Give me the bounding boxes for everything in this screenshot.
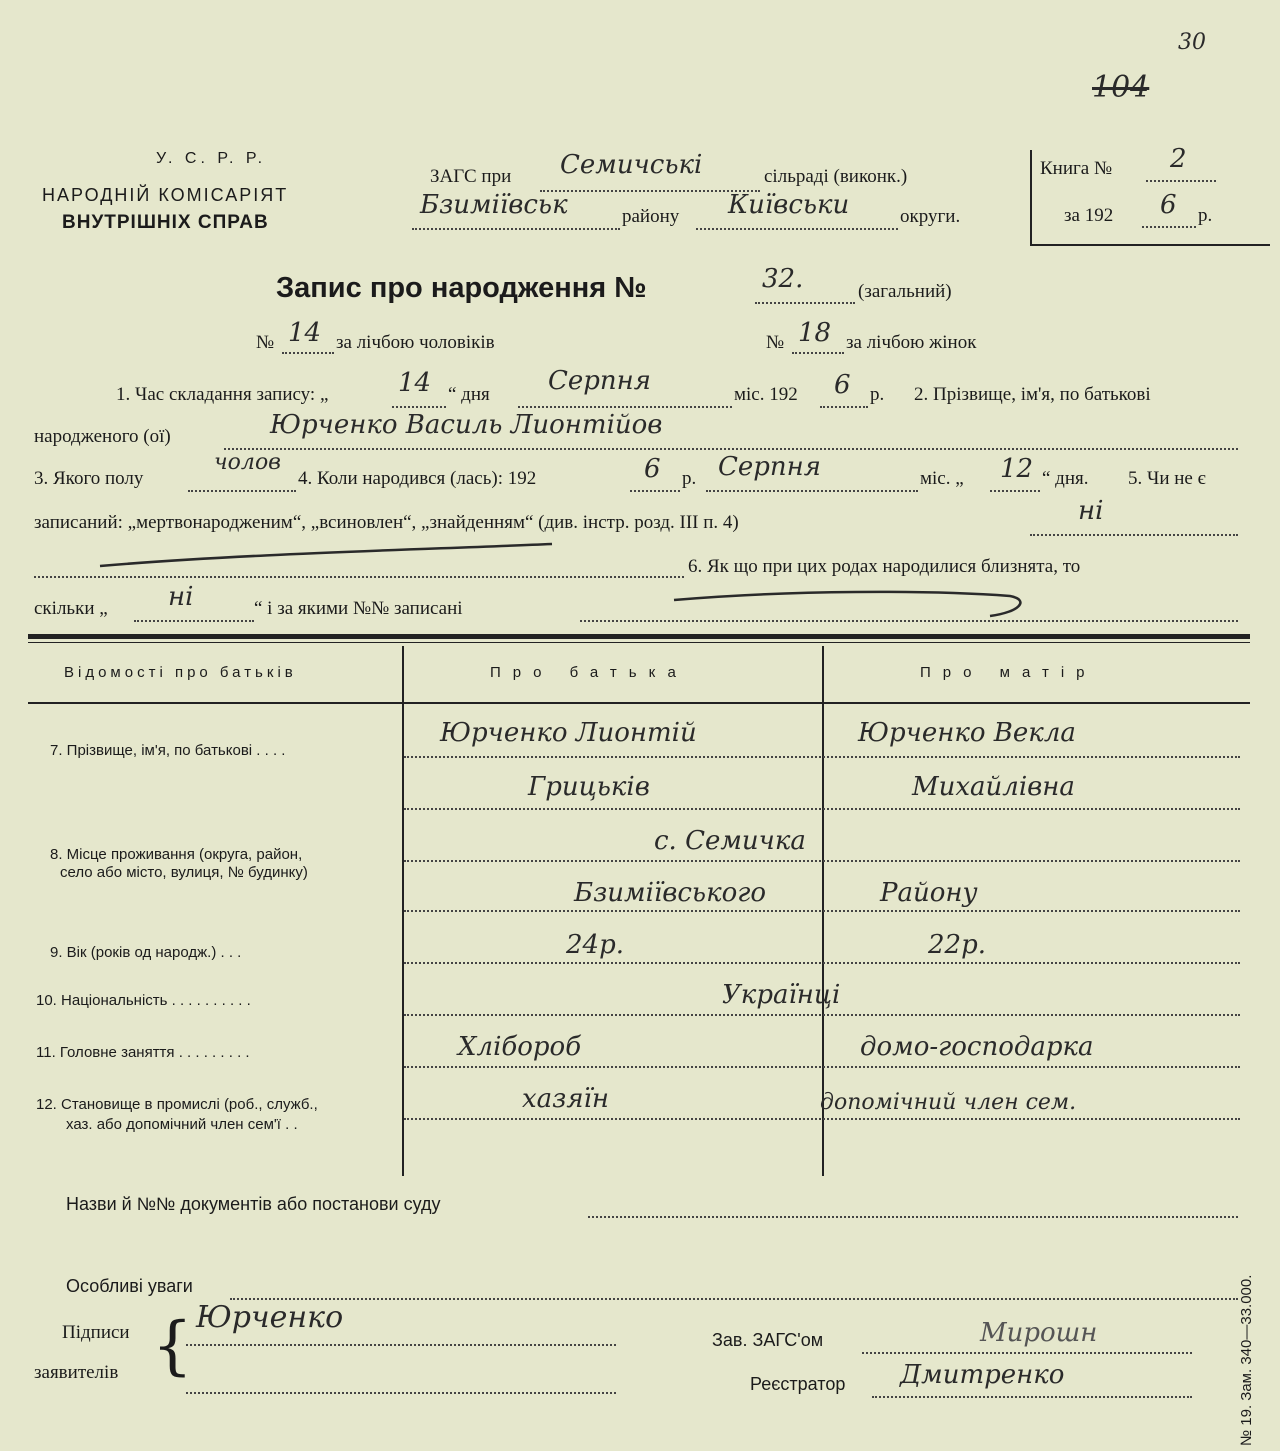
row-label-name: 7. Прізвище, ім'я, по батькові . . . . <box>50 742 286 759</box>
mother-status: допомічний член сем. <box>820 1090 1077 1115</box>
f2-value: Юрченко Василь Лионтійов <box>270 410 663 440</box>
zags-label: ЗАГС при <box>430 166 512 187</box>
strike-stroke-2 <box>670 588 1030 622</box>
female-count-prefix: № <box>766 332 785 353</box>
f1-day: 14 <box>398 368 432 398</box>
f4-day-suffix: “ дня. <box>1042 468 1089 489</box>
zags-head-signature: Мирошн <box>980 1318 1098 1348</box>
f1-month: Серпня <box>548 366 652 396</box>
f6-label3: “ і за якими №№ записані <box>254 598 463 619</box>
okrug-value: Київськи <box>728 190 850 220</box>
row-label-status-2: хаз. або допомічний член сем'ї . . <box>66 1116 298 1133</box>
year-prefix: за 192 <box>1064 205 1114 226</box>
male-count-value: 14 <box>288 318 322 348</box>
nationality-both: Українці <box>722 980 841 1010</box>
female-count-value: 18 <box>798 318 832 348</box>
f6-label: 6. Як що при цих родах народилися близнята, то <box>688 556 1081 577</box>
signatures-label: Підписи <box>62 1322 130 1343</box>
f4-label: 4. Коли народився (лась): 192 <box>298 468 537 489</box>
row-label-nationality: 10. Національність . . . . . . . . . . <box>36 992 251 1009</box>
father-status: хазяїн <box>522 1084 610 1114</box>
father-place-2: Бзиміївського <box>574 878 767 908</box>
f4-day: 12 <box>1000 454 1034 484</box>
applicant-signature: Юрченко <box>196 1300 344 1335</box>
f4-month: Серпня <box>718 452 822 482</box>
zags-head-label: Зав. ЗАГС'ом <box>712 1330 824 1350</box>
f1-month-suffix: міс. 192 <box>734 384 798 405</box>
zags-value: Семичські <box>560 150 703 180</box>
f4-year-suffix: р. <box>682 468 697 489</box>
record-title: Запис про народження № <box>276 272 647 304</box>
father-occupation: Хлібороб <box>458 1032 582 1062</box>
docs-label: Назви й №№ документів або постанови суду <box>66 1194 441 1214</box>
table-header-mother: Про матір <box>920 664 1097 681</box>
registrar-label: Реєстратор <box>750 1374 846 1394</box>
strike-stroke <box>90 540 560 572</box>
archive-old-number: 104 <box>1092 70 1150 105</box>
father-name-1: Юрченко Лионтій <box>440 718 697 748</box>
district-value: Бзиміївськ <box>420 190 568 220</box>
registrar-signature: Дмитренко <box>900 1360 1065 1390</box>
row-label-occupation: 11. Головне заняття . . . . . . . . . <box>36 1044 250 1061</box>
f3-label: 3. Якого полу <box>34 468 144 489</box>
f2-label2: народженого (ої) <box>34 426 171 447</box>
year-value: 6 <box>1160 190 1177 220</box>
f4-month-suffix: міс. „ <box>920 468 964 489</box>
row-label-age: 9. Вік (років од народж.) . . . <box>50 944 242 961</box>
book-label: Книга № <box>1040 158 1113 179</box>
father-age: 24р. <box>566 930 624 960</box>
archive-page-number: 30 <box>1178 30 1206 55</box>
f2-label: 2. Прізвище, ім'я, по батькові <box>914 384 1151 405</box>
table-header-parents: Відомості про батьків <box>64 664 297 681</box>
signatures-brace: { <box>152 1309 193 1383</box>
commissariat-line2: ВНУТРІШНІХ СПРАВ <box>62 212 269 233</box>
f1-label: 1. Час складання запису: „ <box>116 384 329 405</box>
female-count-label: за лічбою жінок <box>846 332 977 353</box>
district-label: району <box>622 206 680 227</box>
row-label-residence-2: село або місто, вулиця, № будинку) <box>60 864 308 881</box>
male-count-prefix: № <box>256 332 275 353</box>
side-print-order: № 19. Зам. 340—33.000. <box>1238 1274 1255 1446</box>
commissariat-line1: НАРОДНІЙ КОМІСАРІЯТ <box>42 185 289 205</box>
record-general-label: (загальний) <box>858 281 952 302</box>
f6-label2: скільки „ <box>34 598 108 619</box>
f1-day-suffix: “ дня <box>448 384 490 405</box>
father-place-1: с. Семичка <box>654 826 806 856</box>
f5-label2: записаний: „мертвонародженим“, „всиновлен“, „знайденням“ (див. інстр. розд. III п. 4) <box>34 512 739 533</box>
mother-name-2: Михайлівна <box>912 772 1075 802</box>
row-label-residence-1: 8. Місце проживання (округа, район, <box>50 846 303 863</box>
f1-year: 6 <box>834 370 851 400</box>
f4-year: 6 <box>644 454 661 484</box>
row-label-status-1: 12. Становище в промислі (роб., служб., <box>36 1096 318 1113</box>
mother-occupation: домо-господарка <box>860 1032 1094 1062</box>
council-label: сільраді (виконк.) <box>764 166 908 187</box>
republic-label: У. С. Р. Р. <box>156 150 267 167</box>
notes-label: Особливі уваги <box>66 1276 193 1296</box>
f5-label: 5. Чи не є <box>1128 468 1206 489</box>
f1-year-suffix: р. <box>870 384 885 405</box>
book-value: 2 <box>1170 144 1187 174</box>
mother-name-1: Юрченко Векла <box>858 718 1076 748</box>
mother-age: 22р. <box>928 930 986 960</box>
table-header-father: Про батька <box>490 664 688 681</box>
f6-value: ні <box>168 582 194 612</box>
f3-value: чолов <box>214 450 281 475</box>
year-suffix: р. <box>1198 205 1213 226</box>
f5-value: ні <box>1078 496 1104 526</box>
signatures-label-2: заявителів <box>34 1362 119 1383</box>
father-name-2: Грицьків <box>528 772 650 802</box>
record-number: 32. <box>762 264 804 294</box>
mother-place-2: Району <box>880 878 978 908</box>
male-count-label: за лічбою чоловіків <box>336 332 495 353</box>
okrug-label: округи. <box>900 206 961 227</box>
